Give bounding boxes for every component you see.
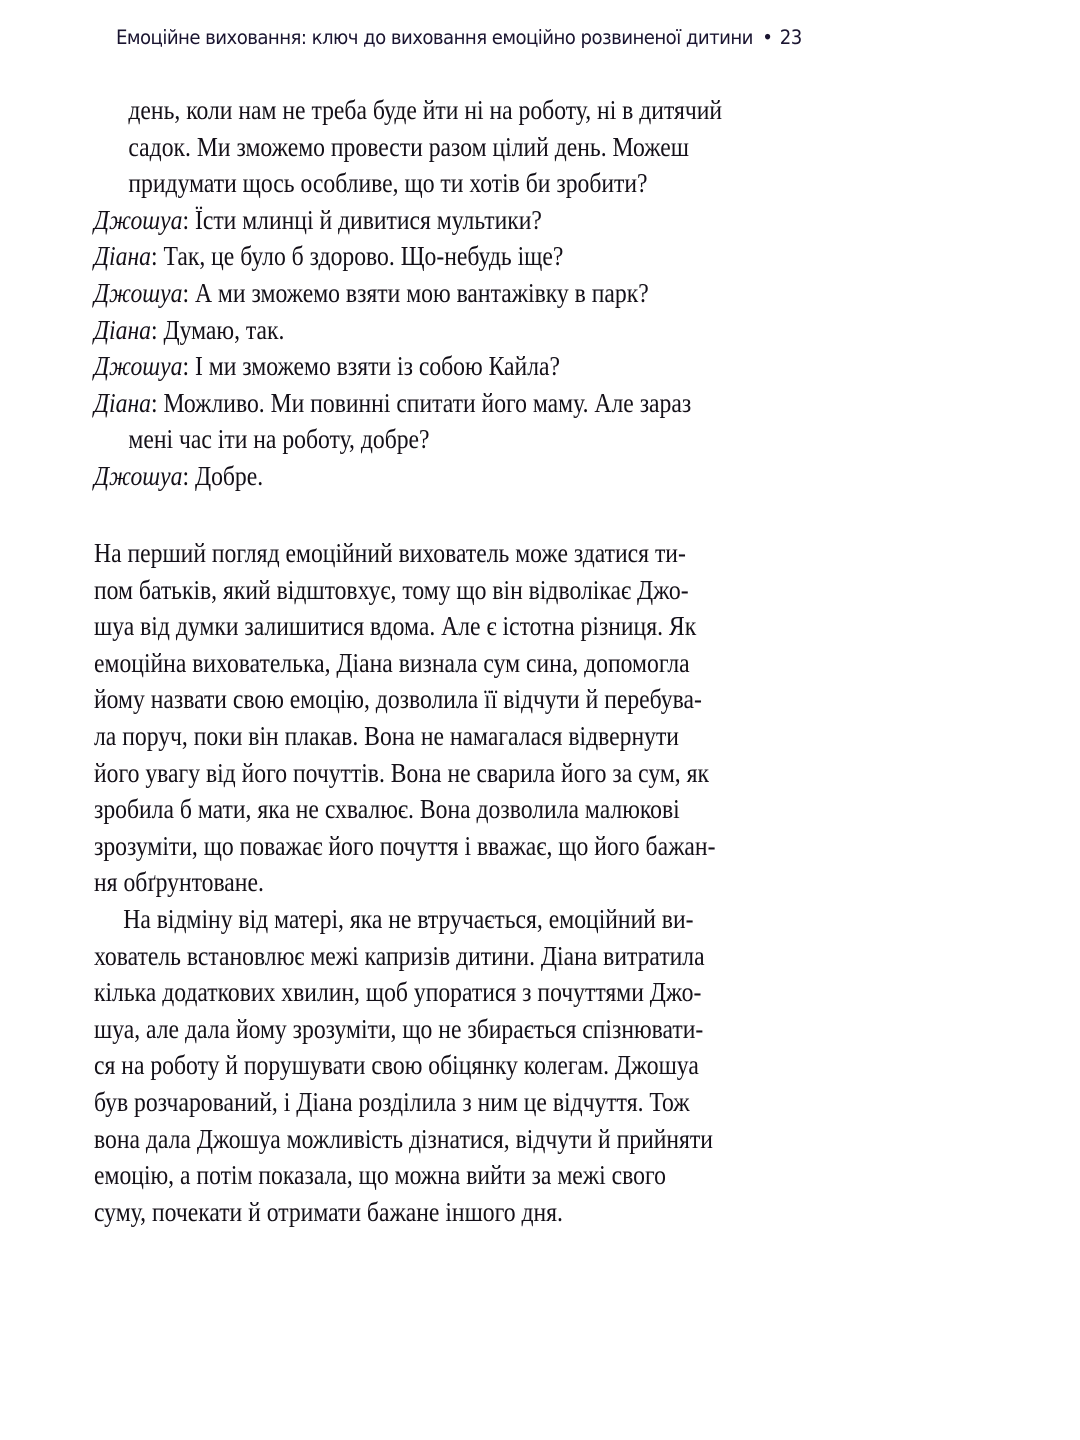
dialogue-continuation-line: день, коли нам не треба буде йти ні на роботу, ні в дитячий xyxy=(128,94,723,125)
text-line: йому назвати свою емоцію, дозволила її відчути й перебува- xyxy=(94,683,702,715)
speaker-separator: : xyxy=(182,203,195,235)
dialogue-continuation-line: придумати щось особливе, що ти хотів би зробити? xyxy=(128,167,648,199)
dialogue-text: Можливо. Ми повинні спитати його маму. Але зараз xyxy=(163,386,692,418)
text-line: кілька додаткових хвилин, щоб упоратися з почуттями Джо- xyxy=(94,976,702,1008)
text-line: На перший погляд емоційний вихователь може здатися ти- xyxy=(94,537,686,568)
speaker-name: Діана xyxy=(94,240,152,272)
dialogue-section xyxy=(94,92,946,495)
text-line: На відміну від матері, яка не втручається, емоційний ви- xyxy=(123,902,694,934)
speaker-name: Діана xyxy=(94,313,152,345)
text-line: ся на роботу й порушувати свою обіцянку колегам. Джошуа xyxy=(94,1049,699,1081)
dialogue-continuation-line: садок. Ми зможемо провести разом цілий день. Можеш xyxy=(128,130,689,162)
dialogue-line xyxy=(94,275,827,312)
text-line: вона дала Джошуа можливість дізнатися, відчути й прийняти xyxy=(94,1122,713,1154)
bullet-separator: • xyxy=(762,26,773,49)
text-line: шуа, але дала йому зрозуміти, що не збирається спізнювати- xyxy=(94,1012,704,1044)
running-head xyxy=(116,26,890,49)
speaker-separator: : xyxy=(151,313,164,345)
dialogue-text: Так, це було б здорово. Що-небудь іще? xyxy=(163,240,564,272)
paragraph xyxy=(94,901,946,1230)
dialogue-line xyxy=(94,312,827,349)
speaker-separator: : xyxy=(151,386,164,418)
dialogue-text: І ми зможемо взяти із собою Кайла? xyxy=(194,350,560,382)
speaker-name: Діана xyxy=(94,386,152,418)
dialogue-line xyxy=(94,348,827,385)
speaker-name: Джошуа xyxy=(94,350,183,382)
speaker-separator: : xyxy=(151,240,164,272)
page-number: 23 xyxy=(779,26,802,49)
dialogue-continuation-line: мені час іти на роботу, добре? xyxy=(128,423,430,455)
speaker-separator: : xyxy=(182,459,195,491)
speaker-name: Джошуа xyxy=(94,203,183,235)
dialogue-line xyxy=(94,458,827,495)
speaker-separator: : xyxy=(182,276,195,308)
speaker-separator: : xyxy=(182,350,195,382)
dialogue-line xyxy=(94,385,827,422)
dialogue-text: Їсти млинці й дивитися мультики? xyxy=(194,203,542,235)
paragraph xyxy=(94,535,946,901)
text-line: ла поруч, поки він плакав. Вона не намагалася відвернути xyxy=(94,719,679,751)
dialogue-line xyxy=(94,202,827,239)
text-line: емоційна вихователька, Діана визнала сум сина, допомогла xyxy=(94,646,690,678)
running-title: Емоційне виховання: ключ до виховання емоційно розвиненої дитини xyxy=(116,26,753,49)
text-line: зробила б мати, яка не схвалює. Вона дозволила малюкові xyxy=(94,793,680,825)
text-line: пом батьків, який відштовхує, тому що він відволікає Джо- xyxy=(94,573,689,605)
text-line: зрозуміти, що поважає його почуття і вважає, що його бажан- xyxy=(94,829,716,861)
text-line: шуа від думки залишитися вдома. Але є істотна різниця. Як xyxy=(94,610,697,642)
dialogue-text: Добре. xyxy=(194,459,264,491)
text-line: емоцію, а потім показала, що можна вийти за межі свого xyxy=(94,1159,666,1191)
text-line: суму, почекати й отримати бажане іншого дня. xyxy=(94,1195,563,1227)
text-line: був розчарований, і Діана розділила з ним це відчуття. Тож xyxy=(94,1085,690,1117)
prose-section xyxy=(94,535,946,1230)
text-line: його увагу від його почуттів. Вона не сварила його за сум, як xyxy=(94,756,709,788)
text-line: хователь встановлює межі капризів дитини. Діана витратила xyxy=(94,939,705,971)
text-line: ня обґрунтоване. xyxy=(94,866,264,898)
dialogue-text: А ми зможемо взяти мою вантажівку в парк? xyxy=(194,276,649,308)
dialogue-text: Думаю, так. xyxy=(163,313,285,345)
speaker-name: Джошуа xyxy=(94,459,183,491)
speaker-name: Джошуа xyxy=(94,276,183,308)
dialogue-line xyxy=(94,238,827,275)
